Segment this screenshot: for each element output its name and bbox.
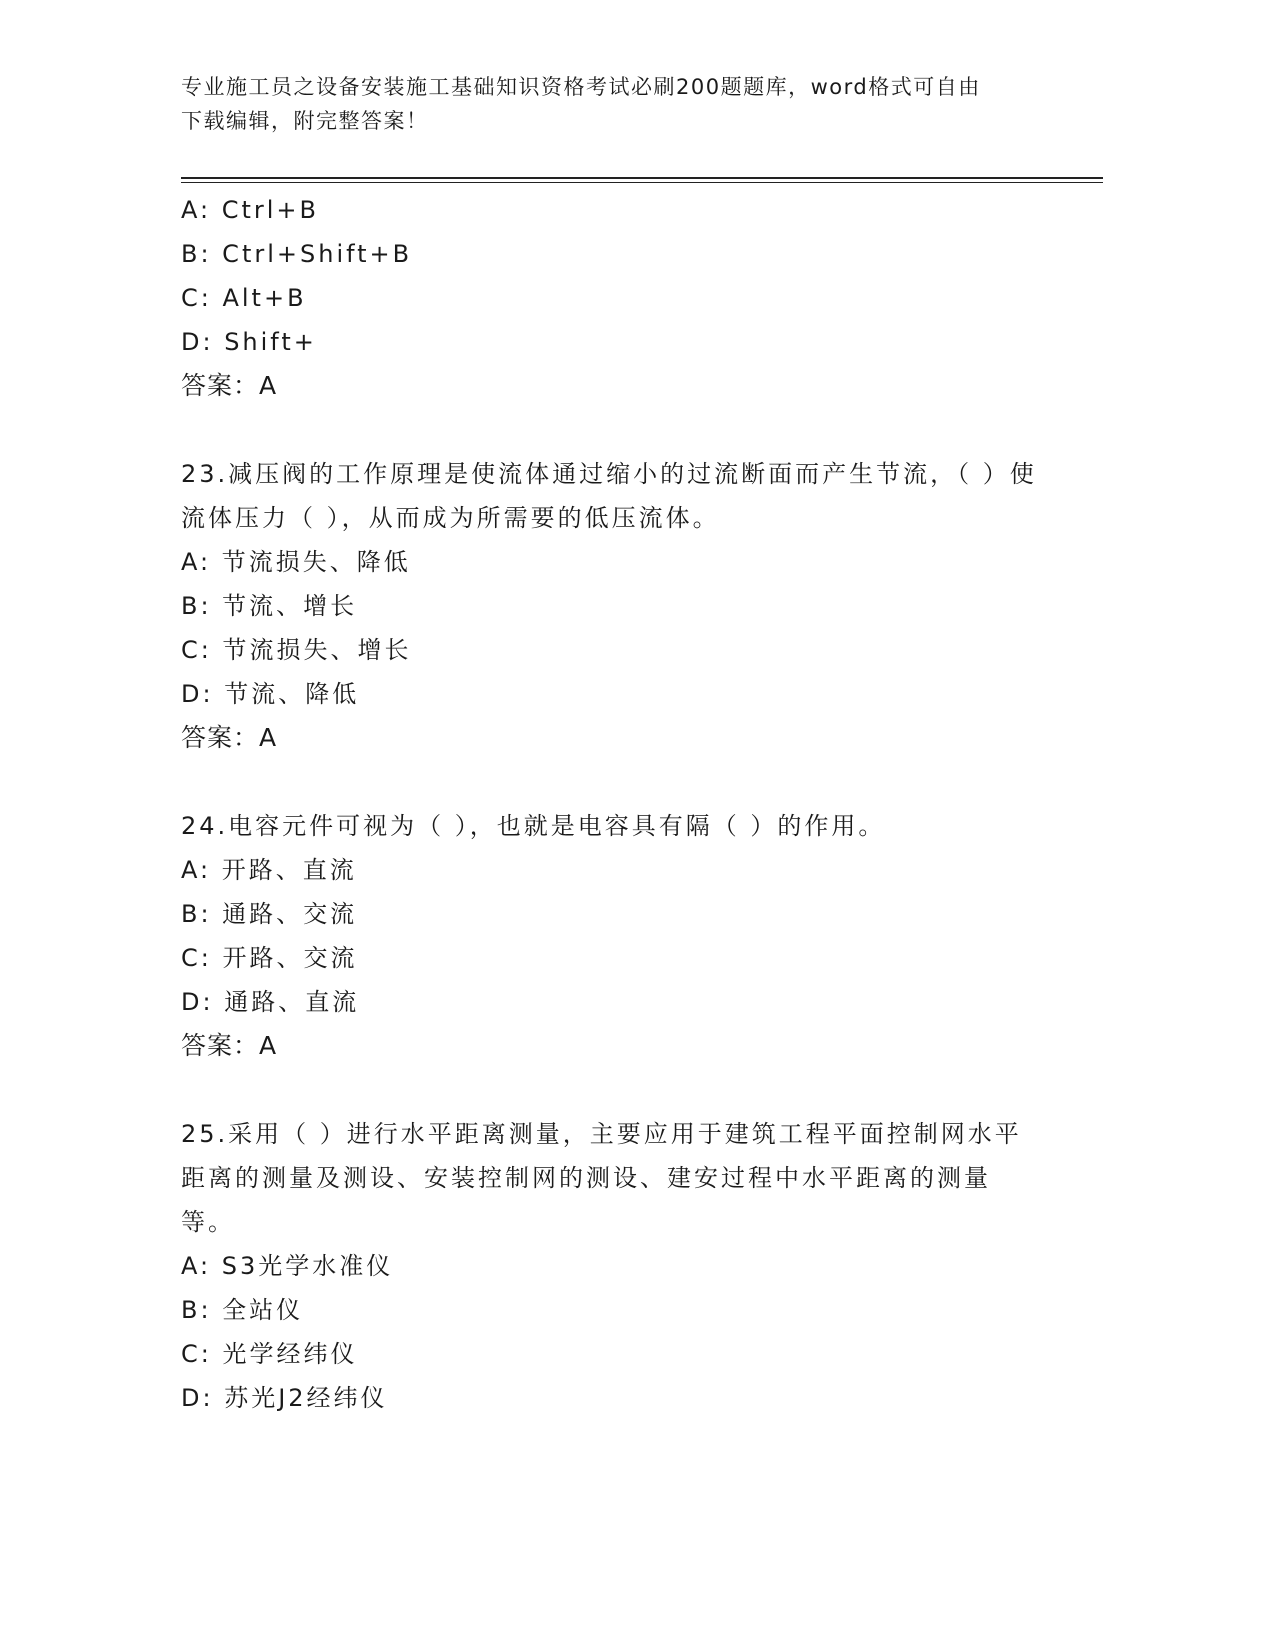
option-c: C: 光学经纬仪 [181, 1340, 358, 1368]
spacer [181, 1068, 1041, 1112]
question-content [181, 188, 1041, 1420]
option-a: A: 开路、直流 [181, 856, 357, 884]
option-c: C: 开路、交流 [181, 944, 358, 972]
option-a: A: Ctrl+B [181, 196, 319, 224]
option-a: A: 节流损失、降低 [181, 548, 411, 576]
option-b: B: Ctrl+Shift+B [181, 240, 413, 268]
question-24 [181, 804, 1041, 1068]
header-divider-thick [181, 177, 1103, 179]
option-b: B: 全站仪 [181, 1296, 304, 1324]
question-text: 24.电容元件可视为（ ），也就是电容具有隔（ ）的作用。 [181, 812, 886, 840]
option-b: B: 通路、交流 [181, 900, 358, 928]
spacer [181, 760, 1041, 804]
question-23 [181, 452, 1041, 760]
question-text: 23.减压阀的工作原理是使流体通过缩小的过流断面而产生节流，（ ）使流体压力（ ），从而成为所需要的低压流体。 [181, 460, 1037, 532]
spacer [181, 408, 1041, 452]
option-c: C: Alt+B [181, 284, 307, 312]
option-d: D: 苏光J2经纬仪 [181, 1384, 388, 1412]
header-line-2: 下载编辑，附完整答案！ [181, 109, 429, 133]
option-b: B: 节流、增长 [181, 592, 358, 620]
document-header [181, 70, 1041, 138]
question-text: 25.采用（ ）进行水平距离测量，主要应用于建筑工程平面控制网水平距离的测量及测设、安装控制网的测设、建安过程中水平距离的测量等。 [181, 1120, 1022, 1236]
answer-line: 答案：A [181, 1031, 278, 1060]
option-c: C: 节流损失、增长 [181, 636, 412, 664]
question-25 [181, 1112, 1041, 1420]
option-a: A: S3光学水准仪 [181, 1252, 394, 1280]
header-divider-thin [181, 182, 1103, 183]
option-d: D: Shift+ [181, 328, 317, 356]
header-line-1: 专业施工员之设备安装施工基础知识资格考试必刷200题题库，word格式可自由 [181, 75, 981, 99]
option-d: D: 通路、直流 [181, 988, 360, 1016]
question-22 [181, 188, 1041, 408]
answer-line: 答案：A [181, 723, 278, 752]
answer-line: 答案：A [181, 371, 278, 400]
option-d: D: 节流、降低 [181, 680, 360, 708]
